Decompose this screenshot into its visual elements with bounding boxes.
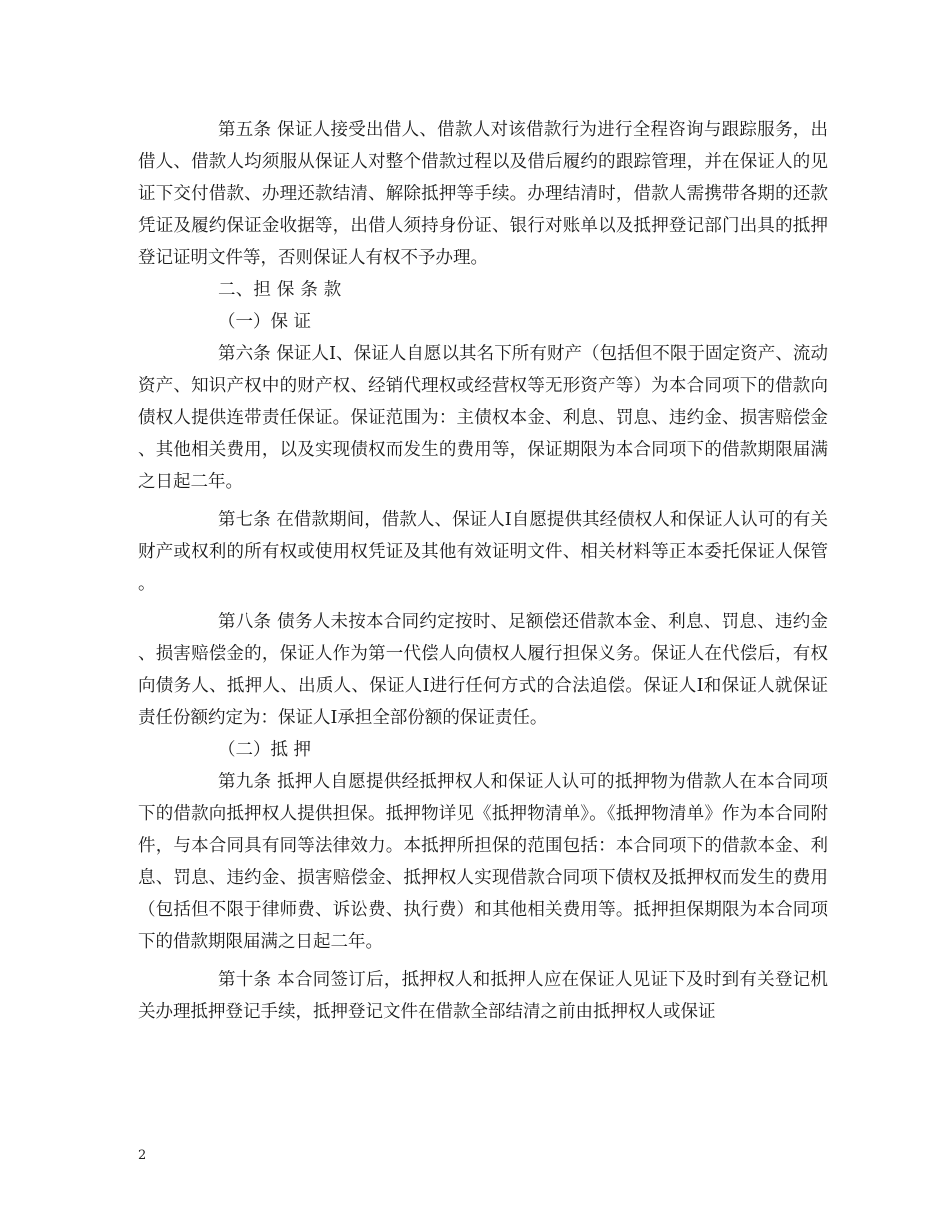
subsection-heading-guarantee: （一）保 证 — [218, 312, 312, 332]
article-6-paragraph: 第六条 保证人Ⅰ、保证人自愿以其名下所有财产（包括但不限于固定资产、流动资产、知识产权中的财产权、经销代理权或经营权等无形资产等）为本合同项下的借款向债权人提供连带责任保证。保证范围为：主债权本金、利息、罚息、违约金、损害赔偿金、其他相关费用，以及实现债权而发生的费用等，保证期限为本合同项下的借款期限届满之日起二年。 — [138, 344, 828, 492]
subsection-heading-mortgage: （二）抵 押 — [218, 740, 312, 760]
article-8-paragraph: 第八条 债务人未按本合同约定按时、足额偿还借款本金、利息、罚息、违约金、损害赔偿金的，保证人作为第一代偿人向债权人履行担保义务。保证人在代偿后，有权向债务人、抵押人、出质人、保证人Ⅰ进行任何方式的合法追偿。保证人Ⅰ和保证人就保证责任份额约定为：保证人Ⅰ承担全部份额的保证责任。 — [138, 612, 828, 728]
article-9-paragraph: 第九条 抵押人自愿提供经抵押权人和保证人认可的抵押物为借款人在本合同项下的借款向抵押权人提供担保。抵押物详见《抵押物清单》。《抵押物清单》作为本合同附件，与本合同具有同等法律效力。本抵押所担保的范围包括：本合同项下的借款本金、利息、罚息、违约金、损害赔偿金、抵押权人实现借款合同项下债权及抵押权而发生的费用（包括但不限于律师费、诉讼费、执行费）和其他相关费用等。抵押担保期限为本合同项下的借款期限届满之日起二年。 — [138, 772, 828, 952]
article-10-paragraph: 第十条 本合同签订后，抵押权人和抵押人应在保证人见证下及时到有关登记机关办理抵押登记手续，抵押登记文件在借款全部结清之前由抵押权人或保证 — [138, 970, 828, 1022]
article-7-paragraph: 第七条 在借款期间，借款人、保证人Ⅰ自愿提供其经债权人和保证人认可的有关财产或权利的所有权或使用权凭证及其他有效证明文件、相关材料等正本委托保证人保管。 — [138, 510, 828, 594]
article-5-paragraph: 第五条 保证人接受出借人、借款人对该借款行为进行全程咨询与跟踪服务，出借人、借款人均须服从保证人对整个借款过程以及借后履约的跟踪管理，并在保证人的见证下交付借款、办理还款结清、解除抵押等手续。办理结清时，借款人需携带各期的还款凭证及履约保证金收据等，出借人须持身份证、银行对账单以及抵押登记部门出具的抵押登记证明文件等，否则保证人有权不予办理。 — [138, 120, 828, 268]
section-heading-guarantee-terms: 二、担 保 条 款 — [218, 280, 342, 300]
document-body — [138, 114, 828, 1028]
page-number: 2 — [138, 1148, 147, 1163]
